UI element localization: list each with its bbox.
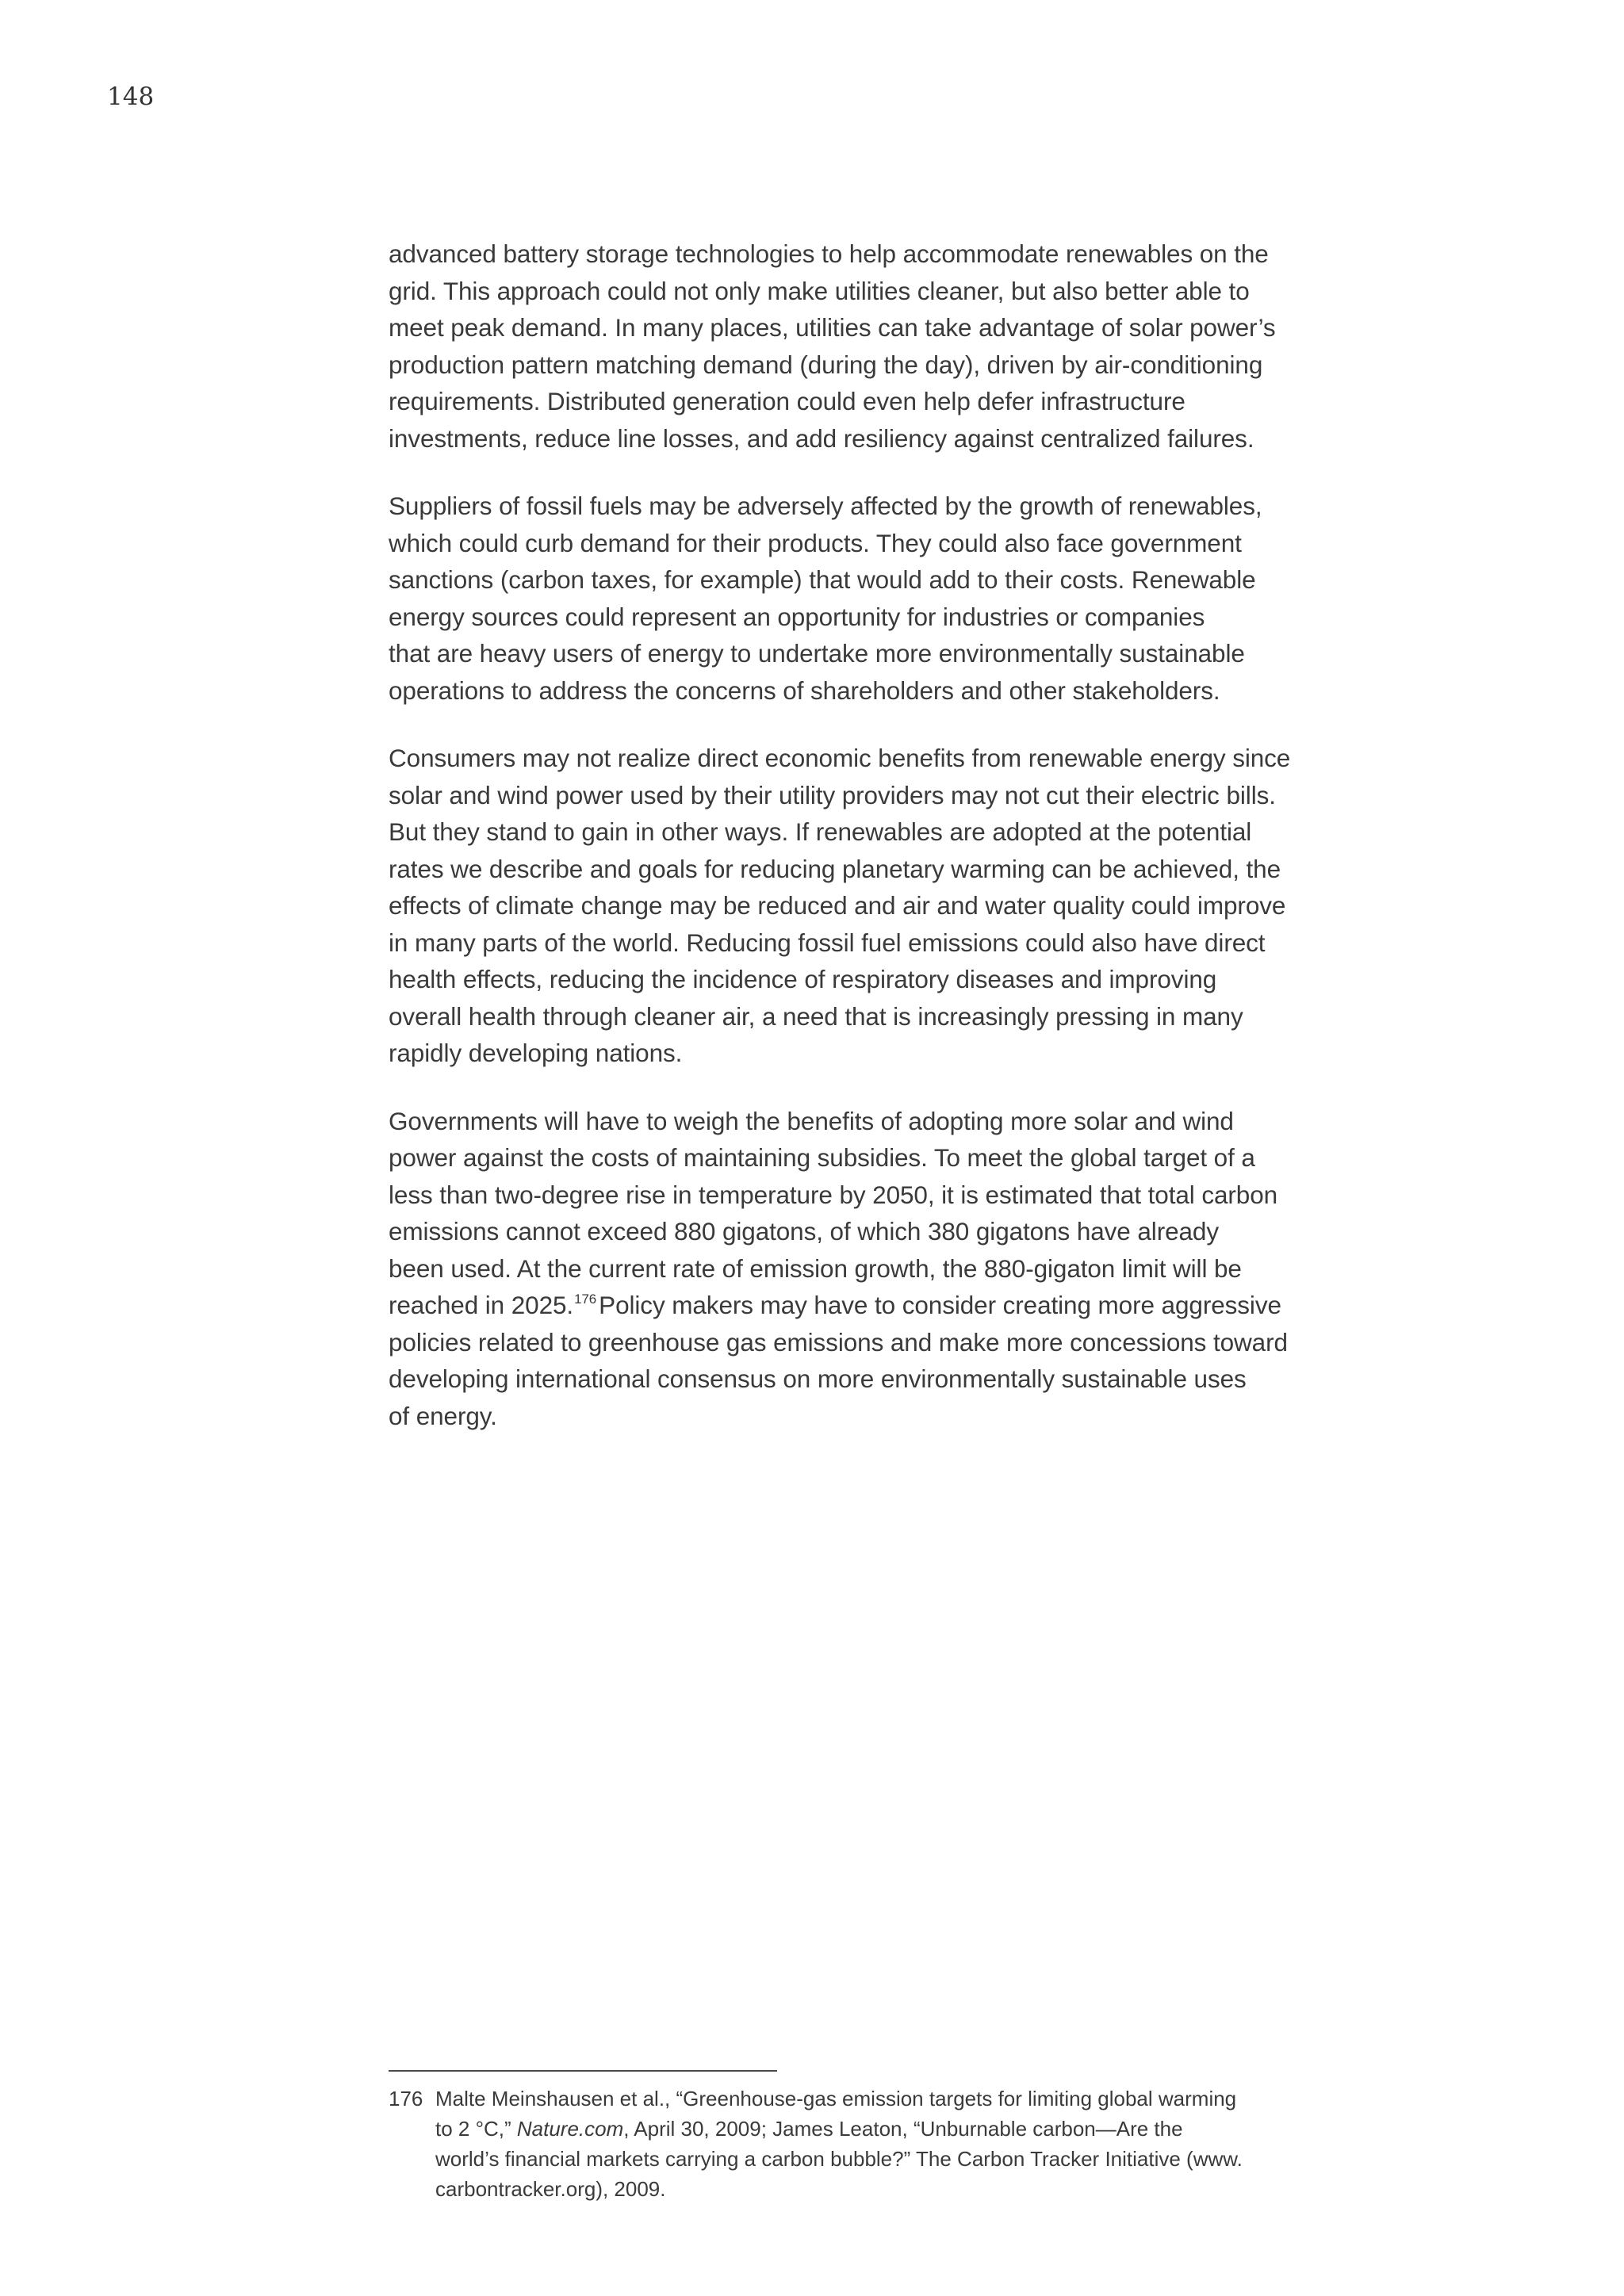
- text-segment: to 2 °C,”: [435, 2117, 517, 2141]
- paragraph-2: [389, 488, 1396, 709]
- text-segment: Policy makers may have to consider creating more aggressive: [599, 1291, 1281, 1319]
- text-line: operations to address the concerns of shareholders and other stakeholders.: [389, 675, 1220, 705]
- footnote-number: 176: [389, 2087, 423, 2110]
- text-line: production pattern matching demand (during the day), driven by air-conditioning: [389, 350, 1263, 379]
- text-line: rapidly developing nations.: [389, 1039, 683, 1067]
- footnote-divider: [389, 2070, 777, 2072]
- text-segment: reached in 2025.: [389, 1291, 574, 1319]
- page-number: 148: [107, 82, 155, 111]
- text-line: health effects, reducing the incidence of respiratory diseases and improving: [389, 965, 1217, 993]
- text-line: requirements. Distributed generation could even help defer infrastructure: [389, 387, 1185, 415]
- text-line: advanced battery storage technologies to help accommodate renewables on the: [389, 239, 1269, 268]
- text-line: been used. At the current rate of emission growth, the 880-gigaton limit will be: [389, 1253, 1242, 1283]
- text-line: effects of climate change may be reduced and air and water quality could improve: [389, 891, 1286, 920]
- text-line: in many parts of the world. Reducing fossil fuel emissions could also have direct: [389, 928, 1266, 957]
- text-line-with-footnote-ref: [389, 1287, 1396, 1324]
- footnote-line: world’s financial markets carrying a carbon bubble?” The Carbon Tracker Initiative (www.: [435, 2147, 1243, 2171]
- text-line: Governments will have to weigh the benefits of adopting more solar and wind: [389, 1106, 1234, 1135]
- text-line: energy sources could represent an opportunity for industries or companies: [389, 602, 1205, 631]
- text-line: of energy.: [389, 1401, 497, 1430]
- text-line: meet peak demand. In many places, utilities can take advantage of solar power’s: [389, 313, 1276, 342]
- text-segment: , April 30, 2009; James Leaton, “Unburnable carbon—Are the: [623, 2117, 1183, 2141]
- footnote-reference: 176: [574, 1292, 597, 1307]
- paragraph-3: [389, 740, 1396, 1072]
- footnote-text: [435, 2084, 1243, 2204]
- paragraph-4: [389, 1103, 1396, 1435]
- text-line: sanctions (carbon taxes, for example) that would add to their costs. Renewable: [389, 565, 1256, 594]
- footnote-line: [435, 2114, 1243, 2144]
- body-text: [389, 235, 1396, 1434]
- text-line: investments, reduce line losses, and add resiliency against centralized failures.: [389, 423, 1254, 453]
- text-line: that are heavy users of energy to undertake more environmentally sustainable: [389, 639, 1245, 668]
- paragraph-1: [389, 235, 1396, 457]
- text-line: which could curb demand for their products. They could also face government: [389, 528, 1242, 557]
- text-line: But they stand to gain in other ways. If renewables are adopted at the potential: [389, 817, 1252, 846]
- text-line: grid. This approach could not only make utilities cleaner, but also better able to: [389, 276, 1250, 305]
- text-line: policies related to greenhouse gas emissions and make more concessions toward: [389, 1327, 1288, 1357]
- text-line: less than two-degree rise in temperature by 2050, it is estimated that total carbon: [389, 1180, 1278, 1209]
- text-line: rates we describe and goals for reducing planetary warming can be achieved, the: [389, 854, 1281, 883]
- text-line: Suppliers of fossil fuels may be adversely affected by the growth of renewables,: [389, 492, 1262, 520]
- text-line: power against the costs of maintaining subsidies. To meet the global target of a: [389, 1143, 1255, 1172]
- text-line: developing international consensus on more environmentally sustainable uses: [389, 1364, 1247, 1393]
- italic-source-name: Nature.com: [516, 2117, 624, 2141]
- text-line: solar and wind power used by their utility providers may not cut their electric bills.: [389, 780, 1276, 809]
- footnote-line: carbontracker.org), 2009.: [435, 2177, 666, 2201]
- text-line: Consumers may not realize direct economic benefits from renewable energy since: [389, 744, 1291, 772]
- footnote-line: Malte Meinshausen et al., “Greenhouse-gas emission targets for limiting global warming: [435, 2087, 1237, 2110]
- text-line: emissions cannot exceed 880 gigatons, of which 380 gigatons have already: [389, 1217, 1219, 1246]
- text-line: overall health through cleaner air, a need that is increasingly pressing in many: [389, 1001, 1243, 1031]
